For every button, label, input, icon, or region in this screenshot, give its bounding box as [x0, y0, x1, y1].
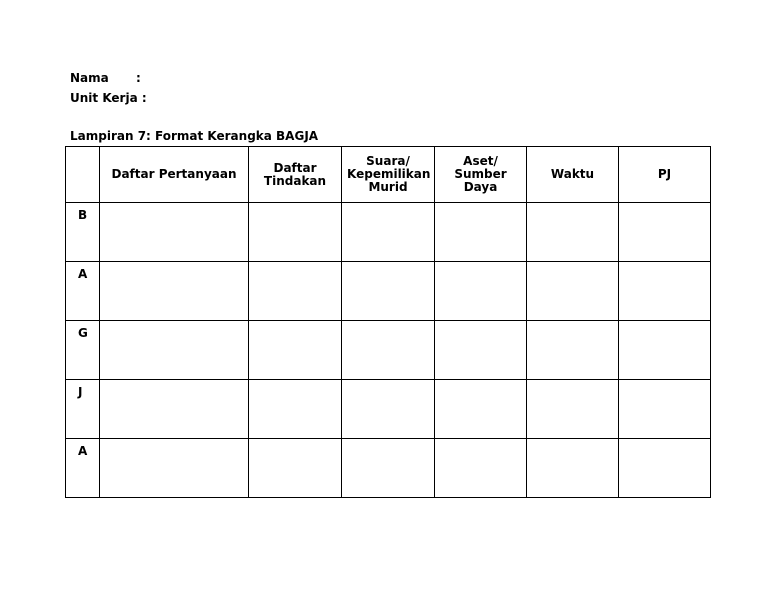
unit-kerja-label: Unit Kerja :: [70, 91, 147, 105]
cell-waktu[interactable]: [527, 321, 619, 380]
cell-suara-kepemilikan-murid[interactable]: [342, 439, 435, 498]
cell-suara-kepemilikan-murid[interactable]: [342, 321, 435, 380]
row-letter: J: [66, 380, 100, 439]
cell-pj[interactable]: [619, 321, 711, 380]
table-caption: Lampiran 7: Format Kerangka BAGJA: [70, 129, 319, 143]
table-row-a2: [66, 439, 711, 498]
header-daftar-pertanyaan: Daftar Pertanyaan: [100, 147, 249, 203]
table-row-a: [66, 262, 711, 321]
header-pj: PJ: [619, 147, 711, 203]
nama-label: Nama: [70, 71, 109, 85]
header-letter-column: [66, 147, 100, 203]
cell-pj[interactable]: [619, 203, 711, 262]
cell-aset-sumber-daya[interactable]: [435, 262, 527, 321]
table-row-j: [66, 380, 711, 439]
table-row-b: [66, 203, 711, 262]
cell-aset-sumber-daya[interactable]: [435, 321, 527, 380]
cell-aset-sumber-daya[interactable]: [435, 380, 527, 439]
row-letter: A: [66, 262, 100, 321]
cell-daftar-pertanyaan[interactable]: [100, 439, 249, 498]
table-row-g: [66, 321, 711, 380]
cell-waktu[interactable]: [527, 439, 619, 498]
header-row: [66, 147, 711, 203]
header-aset-sumber-daya: [435, 147, 527, 203]
row-letter: G: [66, 321, 100, 380]
cell-daftar-tindakan[interactable]: [249, 439, 342, 498]
cell-daftar-tindakan[interactable]: [249, 203, 342, 262]
cell-waktu[interactable]: [527, 262, 619, 321]
cell-daftar-tindakan[interactable]: [249, 262, 342, 321]
header-waktu: Waktu: [527, 147, 619, 203]
cell-daftar-pertanyaan[interactable]: [100, 321, 249, 380]
row-letter: B: [66, 203, 100, 262]
cell-suara-kepemilikan-murid[interactable]: [342, 380, 435, 439]
header-suara-kepemilikan-murid-text: Suara/ Kepemilikan Murid: [347, 154, 431, 194]
row-letter: A: [66, 439, 100, 498]
cell-suara-kepemilikan-murid[interactable]: [342, 262, 435, 321]
cell-daftar-tindakan[interactable]: [249, 321, 342, 380]
cell-daftar-tindakan[interactable]: [249, 380, 342, 439]
cell-aset-sumber-daya[interactable]: [435, 439, 527, 498]
header-daftar-tindakan-text: Daftar Tindakan: [263, 160, 327, 188]
cell-daftar-pertanyaan[interactable]: [100, 262, 249, 321]
header-suara-kepemilikan-murid: [342, 147, 435, 203]
cell-pj[interactable]: [619, 439, 711, 498]
cell-pj[interactable]: [619, 380, 711, 439]
cell-aset-sumber-daya[interactable]: [435, 203, 527, 262]
cell-daftar-pertanyaan[interactable]: [100, 203, 249, 262]
header-daftar-tindakan: [249, 147, 342, 203]
cell-waktu[interactable]: [527, 203, 619, 262]
bagja-framework-table: [65, 146, 711, 498]
nama-colon: :: [136, 71, 141, 85]
cell-pj[interactable]: [619, 262, 711, 321]
header-aset-sumber-daya-text: Aset/ Sumber Daya: [454, 154, 507, 194]
cell-suara-kepemilikan-murid[interactable]: [342, 203, 435, 262]
nama-field-line: [70, 70, 141, 86]
unit-kerja-field-line: [70, 90, 147, 106]
cell-waktu[interactable]: [527, 380, 619, 439]
cell-daftar-pertanyaan[interactable]: [100, 380, 249, 439]
